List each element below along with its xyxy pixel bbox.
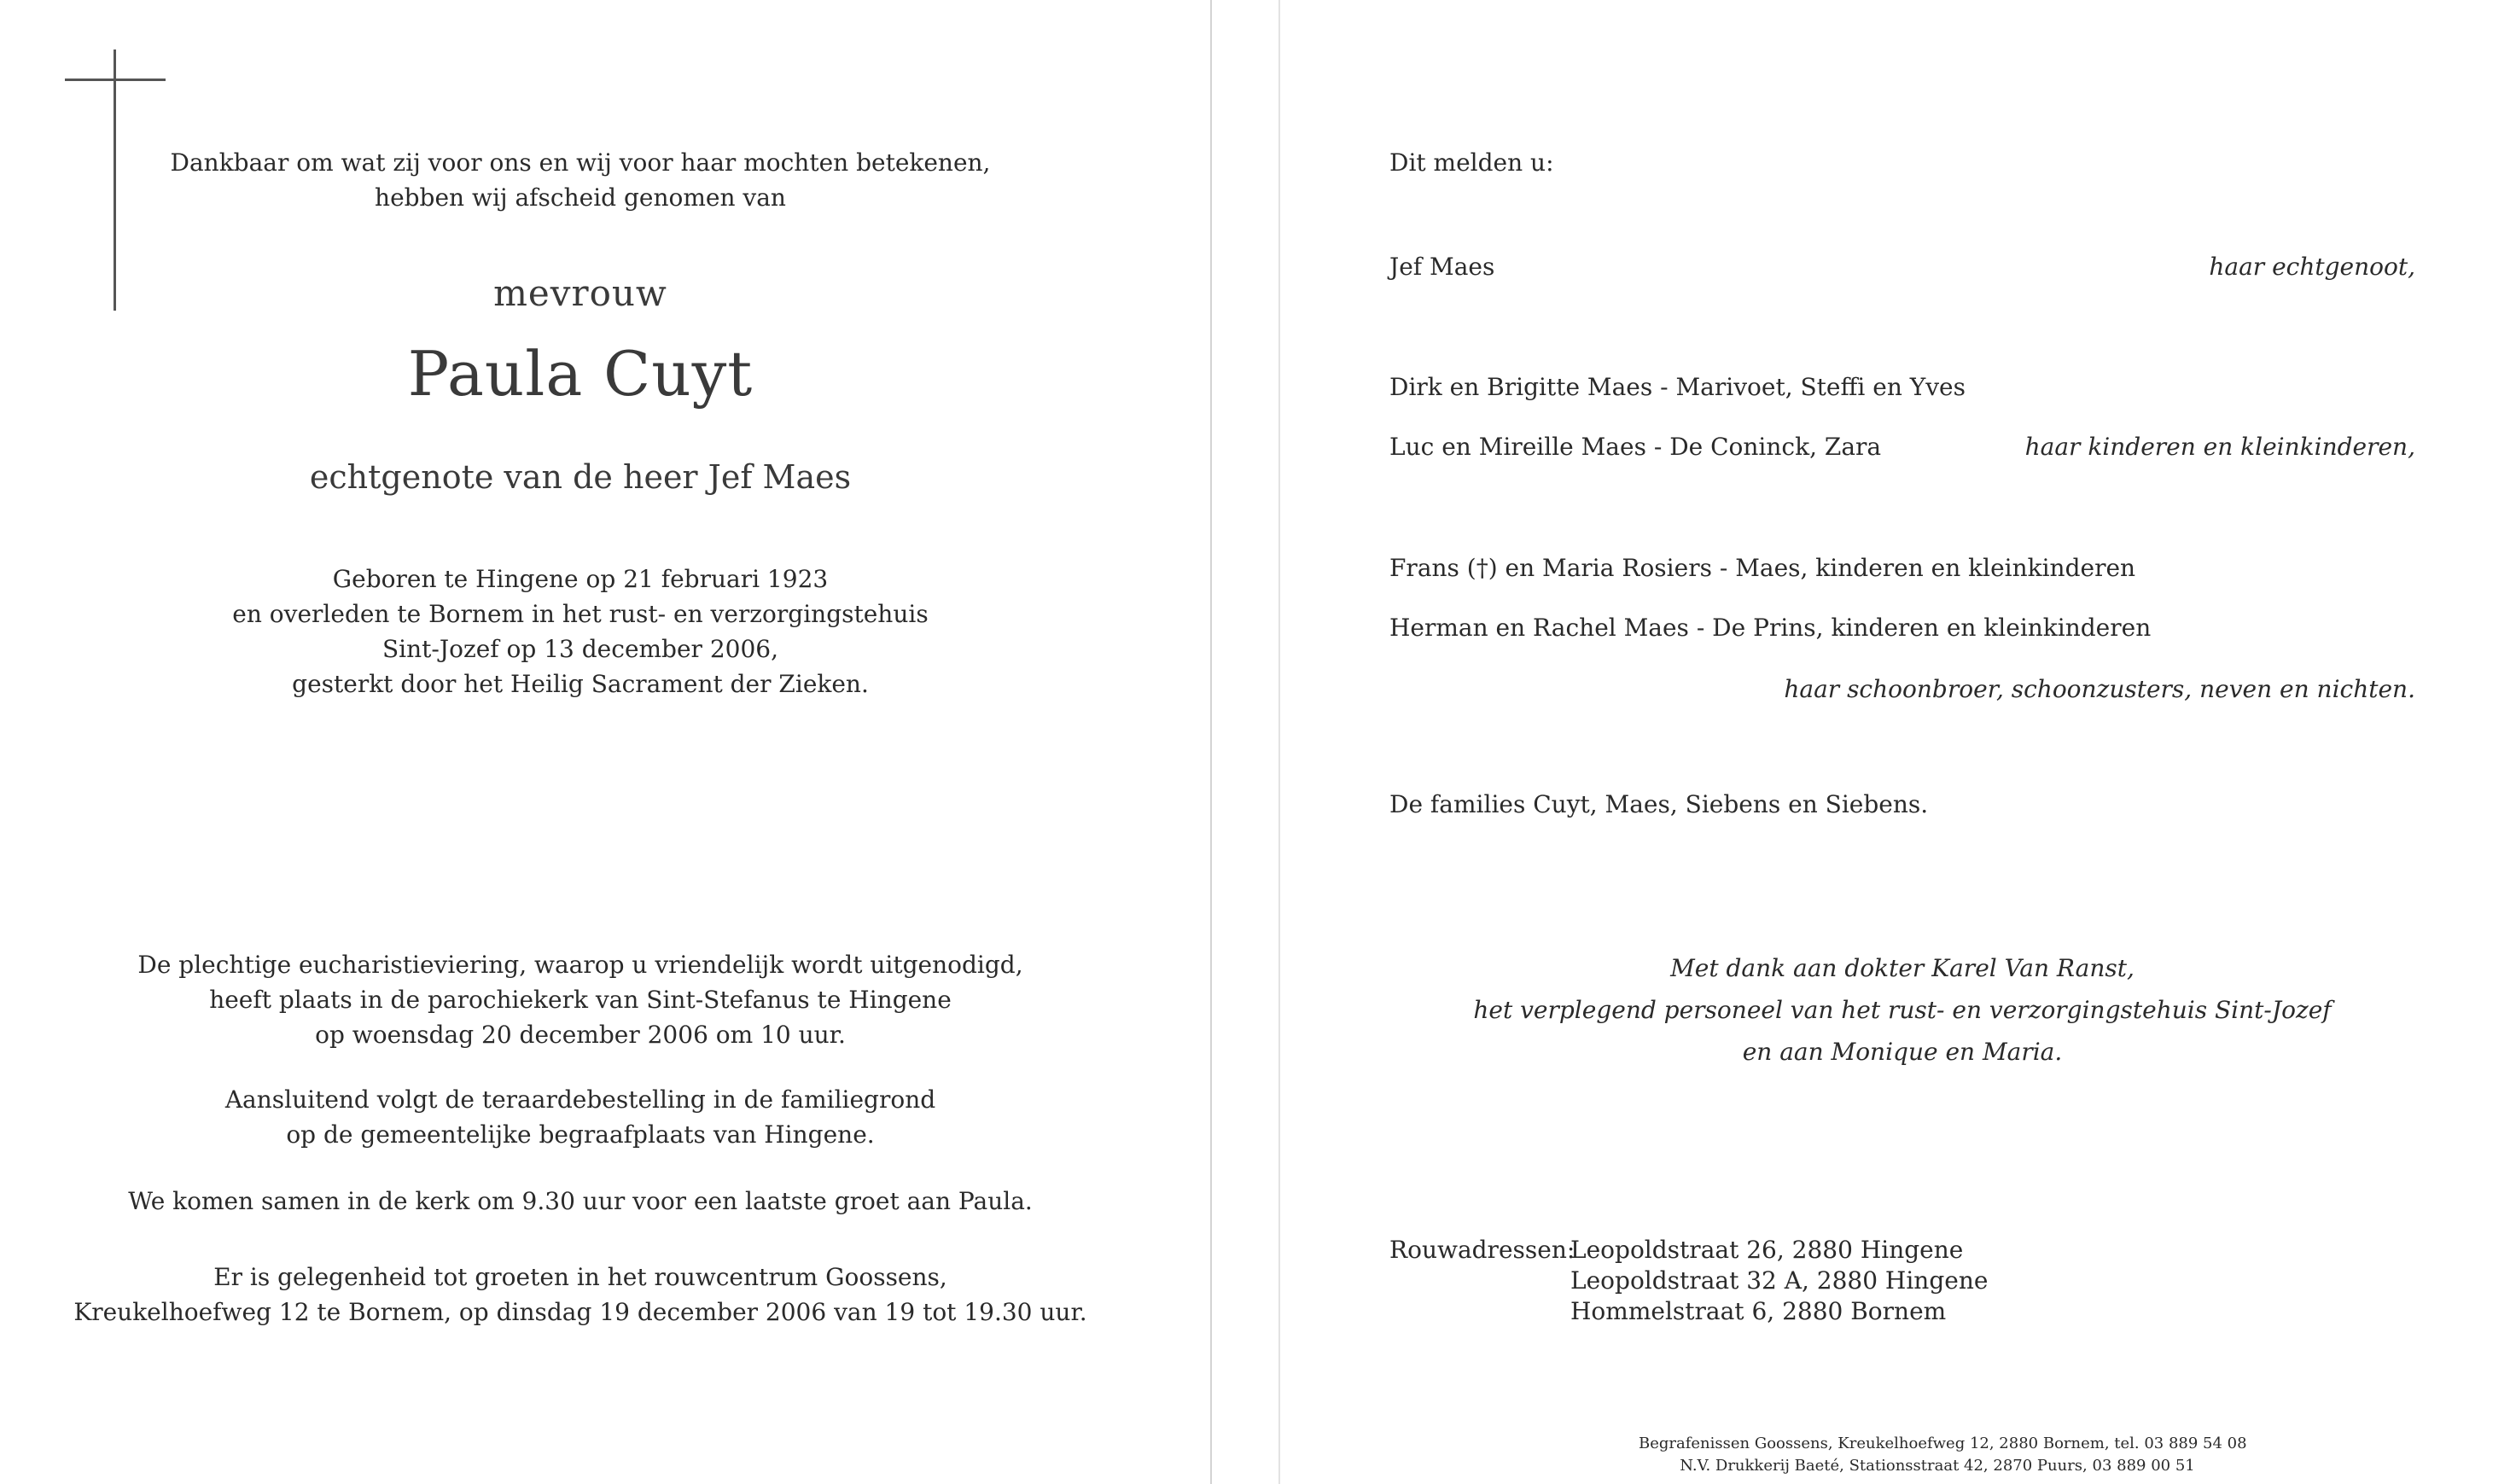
- ceremony-line: op woensdag 20 december 2006 om 10 uur.: [315, 1021, 846, 1049]
- burial-line: Aansluitend volgt de teraardebestelling in de familiegrond: [224, 1085, 936, 1114]
- thanks-line: het verplegend personeel van het rust- en verzorgingstehuis Sint-Jozef: [1473, 996, 2332, 1024]
- address-line: Hommelstraat 6, 2880 Bornem: [1570, 1297, 1947, 1325]
- spouse-line: echtgenote van de heer Jef Maes: [309, 458, 852, 496]
- addresses-label: Rouwadressen:: [1389, 1236, 1575, 1264]
- husband-role: haar echtgenoot,: [2209, 253, 2415, 281]
- thanks-line: en aan Monique en Maria.: [1742, 1038, 2063, 1066]
- life-line: en overleden te Bornem in het rust- en verzorgingstehuis: [232, 600, 929, 628]
- addresses-list: [1570, 1235, 1988, 1327]
- address-line: Leopoldstraat 32 A, 2880 Hingene: [1570, 1266, 1989, 1295]
- address-line: Leopoldstraat 26, 2880 Hingene: [1570, 1236, 1964, 1264]
- life-line: Sint-Jozef op 13 december 2006,: [382, 635, 778, 663]
- visit-line: Er is gelegenheid tot groeten in het rouwcentrum Goossens,: [213, 1263, 947, 1291]
- husband-name: Jef Maes: [1389, 253, 1495, 281]
- footer-line: Begrafenissen Goossens, Kreukelhoefweg 12, 2880 Bornem, tel. 03 889 54 08: [1639, 1435, 2247, 1452]
- thanks-line: Met dank aan dokter Karel Van Ranst,: [1670, 954, 2135, 982]
- printer-footer: [1639, 1433, 2247, 1477]
- gathering-line: We komen samen in de kerk om 9.30 uur voor een laatste groet aan Paula.: [128, 1187, 1033, 1215]
- title-prefix: mevrouw: [493, 272, 667, 314]
- burial-line: op de gemeentelijke begraafplaats van Hingene.: [286, 1120, 875, 1149]
- ceremony-line: heeft plaats in de parochiekerk van Sint-Stefanus te Hingene: [209, 986, 952, 1014]
- visit-line: Kreukelhoefweg 12 te Bornem, op dinsdag 19 december 2006 van 19 tot 19.30 uur.: [73, 1298, 1087, 1326]
- sibling-family: Herman en Rachel Maes - De Prins, kinderen en kleinkinderen: [1389, 614, 2152, 642]
- left-page: [0, 0, 1212, 1484]
- deceased-name: Paula Cuyt: [407, 338, 754, 410]
- ceremony-text: [68, 947, 1092, 1052]
- footer-line: N.V. Drukkerij Baeté, Stationsstraat 42, 2870 Puurs, 03 889 00 51: [1680, 1457, 2195, 1475]
- gathering-text: [68, 1184, 1092, 1219]
- intro-line: Dankbaar om wat zij voor ons en wij voor haar mochten betekenen,: [170, 148, 991, 177]
- child-family: Luc en Mireille Maes - De Coninck, Zara: [1389, 433, 1882, 461]
- families-line: De families Cuyt, Maes, Siebens en Siebens.: [1389, 790, 1929, 818]
- burial-text: [68, 1082, 1092, 1152]
- life-line: Geboren te Hingene op 21 februari 1923: [332, 565, 829, 593]
- ceremony-line: De plechtige eucharistieviering, waarop u vriendelijk wordt uitgenodigd,: [137, 951, 1023, 979]
- children-role: haar kinderen en kleinkinderen,: [2024, 433, 2415, 461]
- visit-text: [68, 1260, 1092, 1330]
- life-details: [68, 562, 1092, 701]
- siblings-role: haar schoonbroer, schoonzusters, neven en nichten.: [1784, 675, 2415, 703]
- cross-icon-horizontal: [65, 79, 166, 81]
- life-line: gesterkt door het Heilig Sacrament der Zieken.: [292, 670, 869, 698]
- intro-line: hebben wij afscheid genomen van: [375, 183, 786, 212]
- announce-heading: Dit melden u:: [1389, 148, 1554, 177]
- child-family: Dirk en Brigitte Maes - Marivoet, Steffi en Yves: [1389, 373, 1966, 401]
- sibling-family: Frans (†) en Maria Rosiers - Maes, kinderen en kleinkinderen: [1389, 554, 2136, 582]
- thanks-text: [1389, 947, 2415, 1073]
- right-page: [1280, 0, 2516, 1484]
- intro-text: [68, 145, 1092, 215]
